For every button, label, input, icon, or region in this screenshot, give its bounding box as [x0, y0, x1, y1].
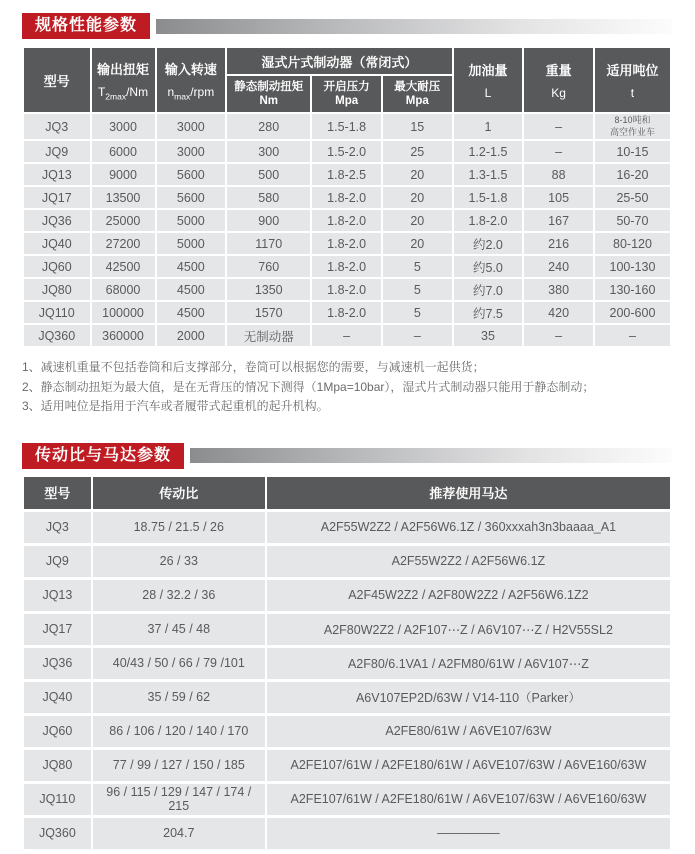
tonnage-cell: 80-120: [595, 233, 670, 254]
motor-cell: —————: [267, 818, 670, 849]
input-speed-cell: 4500: [157, 302, 226, 323]
section2-title-gradient-bar: [190, 448, 672, 463]
model-cell: JQ17: [24, 187, 90, 208]
ratio-cell: 40/43 / 50 / 66 / 79 /101: [93, 648, 265, 679]
static-brake-torque-cell: 1350: [227, 279, 310, 300]
max-pressure-cell: 20: [383, 210, 452, 231]
model-cell: JQ60: [24, 716, 91, 747]
model-cell: JQ3: [24, 512, 91, 543]
weight-cell: 105: [524, 187, 593, 208]
oil-fill-cell: 35: [454, 325, 523, 346]
section1-title: 规格性能参数: [22, 13, 150, 39]
input-speed-cell: 3000: [157, 114, 226, 139]
weight-cell: –: [524, 114, 593, 139]
output-torque-label: 输出扭矩: [97, 61, 150, 77]
output-torque-unit: $T_{2max}/Nm$: [97, 84, 149, 102]
tonnage-cell: 16-20: [595, 164, 670, 185]
section2-title: 传动比与马达参数: [22, 443, 184, 469]
input-speed-cell: 5600: [157, 187, 226, 208]
ratio-table-row: [24, 580, 670, 611]
ratio-table-row: [24, 614, 670, 645]
col-header-output-torque: [92, 48, 155, 112]
model-cell: JQ80: [24, 750, 91, 781]
oil-fill-cell: 约7.5: [454, 302, 523, 323]
col-header-static-brake-torque: 静态制动扭矩 Nm: [227, 76, 310, 112]
input-speed-cell: 4500: [157, 256, 226, 277]
ratio-table-row: [24, 512, 670, 543]
tonnage-cell: 130-160: [595, 279, 670, 300]
input-speed-cell: 3000: [157, 141, 226, 162]
ratio-cell: 28 / 32.2 / 36: [93, 580, 265, 611]
input-speed-unit: $n_{max}$/rpm: [167, 84, 215, 102]
ratio-cell: 26 / 33: [93, 546, 265, 577]
col-header-model2: 型号: [24, 477, 91, 509]
col-header-model-label: 型号: [43, 73, 70, 89]
model-cell: JQ13: [24, 164, 90, 185]
ratio-cell: 77 / 99 / 127 / 150 / 185: [93, 750, 265, 781]
model-cell: JQ17: [24, 614, 91, 645]
model-cell: JQ360: [24, 818, 91, 849]
motor-cell: A2FE107/61W / A2FE180/61W / A6VE107/63W / A6VE160/63W: [267, 784, 670, 815]
static-brake-torque-cell: 580: [227, 187, 310, 208]
col-header-open-pressure: 开启压力 Mpa: [312, 76, 381, 112]
footnote-2: 2、静态制动扭矩为最大值，是在无背压的情况下测得（1Mpa=10bar），湿式片式制动器只能用于静态制动；: [22, 379, 595, 394]
spec-table-row: [24, 302, 670, 323]
max-pressure-cell: 5: [383, 302, 452, 323]
motor-cell: A2FE80/61W / A6VE107/63W: [267, 716, 670, 747]
tonnage-cell: 8-10吨和 高空作业车: [595, 114, 670, 139]
col-header-oil-fill: [454, 48, 523, 112]
oil-fill-cell: 1.3-1.5: [454, 164, 523, 185]
output-torque-cell: 27200: [92, 233, 155, 254]
ratio-table-row: [24, 784, 670, 815]
oil-fill-label: 加油量: [468, 63, 508, 78]
oil-fill-unit: L: [484, 86, 492, 100]
ratio-table-row: [24, 546, 670, 577]
col-header-max-pressure: 最大耐压 Mpa: [383, 76, 452, 112]
output-torque-cell: 360000: [92, 325, 155, 346]
open-pressure-cell: –: [312, 325, 381, 346]
model-cell: JQ40: [24, 233, 90, 254]
static-brake-torque-cell: 280: [227, 114, 310, 139]
motor-cell: A2F55W2Z2 / A2F56W6.1Z / 360xxxah3n3baaaa_A1: [267, 512, 670, 543]
tonnage-label: 适用吨位: [606, 63, 659, 78]
weight-cell: 167: [524, 210, 593, 231]
tonnage-cell: 50-70: [595, 210, 670, 231]
model-cell: JQ60: [24, 256, 90, 277]
output-torque-cell: 42500: [92, 256, 155, 277]
weight-cell: 380: [524, 279, 593, 300]
model-cell: JQ36: [24, 210, 90, 231]
motor-cell: A2F80/6.1VA1 / A2FM80/61W / A6V107⋯Z: [267, 648, 670, 679]
weight-unit: Kg: [551, 86, 566, 100]
spec-table-row: [24, 164, 670, 185]
input-speed-cell: 5000: [157, 233, 226, 254]
ratio-cell: 86 / 106 / 120 / 140 / 170: [93, 716, 265, 747]
open-pressure-cell: 1.8-2.0: [312, 233, 381, 254]
section1-title-gradient-bar: [156, 19, 672, 34]
spec-table-row: [24, 325, 670, 346]
tonnage-cell: 25-50: [595, 187, 670, 208]
output-torque-cell: 3000: [92, 114, 155, 139]
oil-fill-cell: 1.2-1.5: [454, 141, 523, 162]
spec-table-row: [24, 233, 670, 254]
ratio-cell: 37 / 45 / 48: [93, 614, 265, 645]
tonnage-cell: –: [595, 325, 670, 346]
col-header-weight: [524, 48, 593, 112]
ratio-cell: 96 / 115 / 129 / 147 / 174 / 215: [93, 784, 265, 815]
output-torque-cell: 13500: [92, 187, 155, 208]
footnote-1: 1、减速机重量不包括卷筒和后支撑部分，卷筒可以根据您的需要，与减速机一起供货；: [22, 360, 485, 375]
model-cell: JQ9: [24, 546, 91, 577]
spec-table-row: [24, 279, 670, 300]
input-speed-cell: 5000: [157, 210, 226, 231]
output-torque-cell: 25000: [92, 210, 155, 231]
weight-cell: 240: [524, 256, 593, 277]
oil-fill-cell: 1.5-1.8: [454, 187, 523, 208]
input-speed-cell: 2000: [157, 325, 226, 346]
static-brake-torque-cell: 500: [227, 164, 310, 185]
col-header-motor: 推荐使用马达: [267, 477, 670, 509]
ratio-table-row: [24, 750, 670, 781]
oil-fill-cell: 约2.0: [454, 233, 523, 254]
max-pressure-cell: 5: [383, 256, 452, 277]
motor-cell: A2FE107/61W / A2FE180/61W / A6VE107/63W / A6VE160/63W: [267, 750, 670, 781]
col-header-ratio: 传动比: [93, 477, 265, 509]
weight-cell: 420: [524, 302, 593, 323]
open-pressure-cell: 1.5-2.0: [312, 141, 381, 162]
spec-table-row: [24, 187, 670, 208]
max-pressure-cell: 20: [383, 187, 452, 208]
motor-cell: A2F55W2Z2 / A2F56W6.1Z: [267, 546, 670, 577]
model-cell: JQ110: [24, 784, 91, 815]
footnote-3: 3、适用吨位是指用于汽车或者履带式起重机的起升机构。: [22, 399, 329, 414]
ratio-table-row: [24, 648, 670, 679]
weight-cell: 216: [524, 233, 593, 254]
section1-header: [22, 13, 672, 39]
weight-cell: –: [524, 141, 593, 162]
open-pressure-cell: 1.8-2.5: [312, 164, 381, 185]
oil-fill-cell: 1.8-2.0: [454, 210, 523, 231]
ratio-cell: 18.75 / 21.5 / 26: [93, 512, 265, 543]
ratio-cell: 35 / 59 / 62: [93, 682, 265, 713]
output-torque-cell: 6000: [92, 141, 155, 162]
static-brake-torque-cell: 1170: [227, 233, 310, 254]
col-header-input-speed: [157, 48, 226, 112]
model-cell: JQ36: [24, 648, 91, 679]
motor-cell: A2F80W2Z2 / A2F107⋯Z / A6V107⋯Z / H2V55SL2: [267, 614, 670, 645]
static-brake-torque-cell: 1570: [227, 302, 310, 323]
max-pressure-cell: 15: [383, 114, 452, 139]
tonnage-cell: 10-15: [595, 141, 670, 162]
output-torque-cell: 9000: [92, 164, 155, 185]
weight-cell: 88: [524, 164, 593, 185]
spec-table-row: [24, 210, 670, 231]
oil-fill-cell: 1: [454, 114, 523, 139]
model-cell: JQ110: [24, 302, 90, 323]
ratio-table-row: [24, 682, 670, 713]
output-torque-cell: 100000: [92, 302, 155, 323]
tonnage-unit: t: [630, 86, 635, 100]
model-cell: JQ9: [24, 141, 90, 162]
tonnage-cell: 100-130: [595, 256, 670, 277]
motor-cell: A2F45W2Z2 / A2F80W2Z2 / A2F56W6.1Z2: [267, 580, 670, 611]
ratio-cell: 204.7: [93, 818, 265, 849]
max-pressure-cell: 25: [383, 141, 452, 162]
col-header-brake-group: 湿式片式制动器（常闭式）: [227, 48, 451, 74]
ratio-table-row: [24, 716, 670, 747]
max-pressure-cell: 5: [383, 279, 452, 300]
open-pressure-cell: 1.8-2.0: [312, 302, 381, 323]
model-cell: JQ13: [24, 580, 91, 611]
open-pressure-cell: 1.8-2.0: [312, 279, 381, 300]
model-cell: JQ80: [24, 279, 90, 300]
spec-table-row: [24, 114, 670, 139]
motor-cell: A6V107EP2D/63W / V14-110（Parker）: [267, 682, 670, 713]
section2-header: [22, 443, 672, 469]
static-brake-torque-cell: 760: [227, 256, 310, 277]
static-brake-torque-cell: 300: [227, 141, 310, 162]
max-pressure-cell: 20: [383, 164, 452, 185]
open-pressure-cell: 1.8-2.0: [312, 187, 381, 208]
weight-label: 重量: [545, 63, 572, 78]
input-speed-cell: 5600: [157, 164, 226, 185]
col-header-model: [24, 48, 90, 112]
open-pressure-cell: 1.8-2.0: [312, 210, 381, 231]
model-cell: JQ3: [24, 114, 90, 139]
spec-performance-table: [22, 46, 672, 348]
static-brake-torque-cell: 无制动器: [227, 325, 310, 346]
open-pressure-cell: 1.8-2.0: [312, 256, 381, 277]
model-cell: JQ360: [24, 325, 90, 346]
weight-cell: –: [524, 325, 593, 346]
tonnage-cell: 200-600: [595, 302, 670, 323]
input-speed-cell: 4500: [157, 279, 226, 300]
spec-table-row: [24, 141, 670, 162]
open-pressure-cell: 1.5-1.8: [312, 114, 381, 139]
max-pressure-cell: –: [383, 325, 452, 346]
oil-fill-cell: 约7.0: [454, 279, 523, 300]
ratio-table-row: [24, 818, 670, 849]
input-speed-label: 输入转速: [164, 61, 217, 77]
oil-fill-cell: 约5.0: [454, 256, 523, 277]
ratio-motor-table: [22, 474, 672, 852]
col-header-tonnage: [595, 48, 670, 112]
footnotes: [22, 358, 672, 417]
spec-table-row: [24, 256, 670, 277]
static-brake-torque-cell: 900: [227, 210, 310, 231]
model-cell: JQ40: [24, 682, 91, 713]
output-torque-cell: 68000: [92, 279, 155, 300]
max-pressure-cell: 20: [383, 233, 452, 254]
